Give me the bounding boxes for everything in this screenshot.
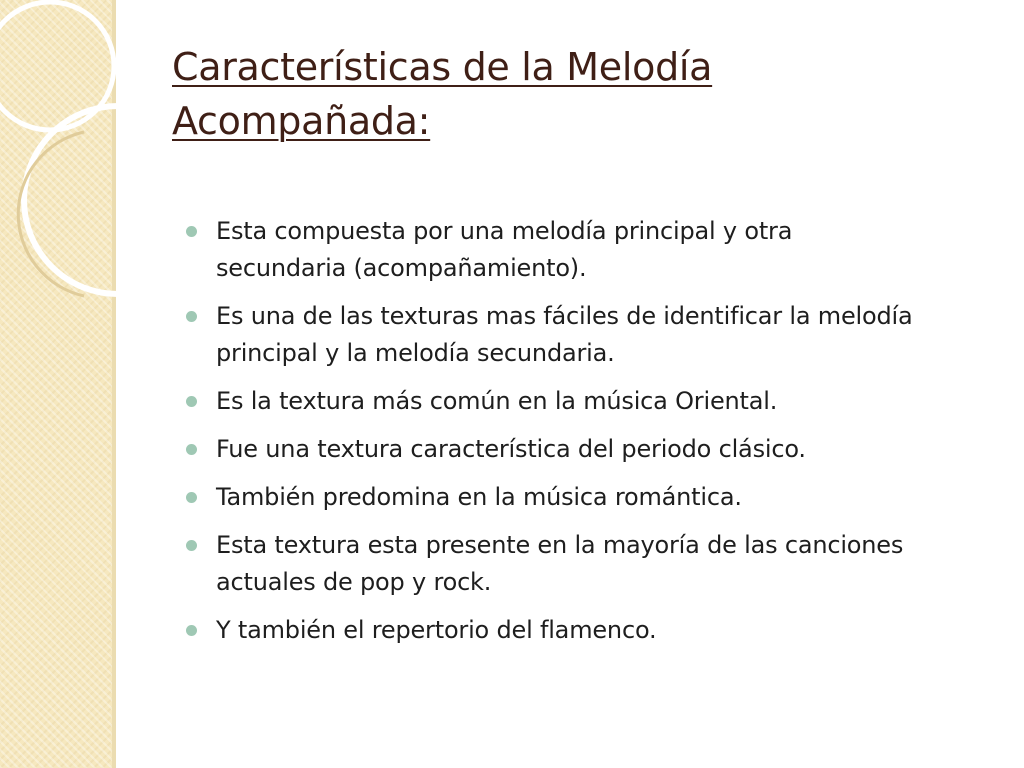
bullet-dot-icon [186,444,197,455]
bullet-text: Esta textura esta presente en la mayoría de las canciones actuales de pop y rock. [216,531,904,596]
bullet-list [186,213,926,660]
bullet-item [186,213,926,287]
bullet-text: Es la textura más común en la música Oriental. [216,387,778,415]
bullet-item [186,383,926,420]
bullet-text: Esta compuesta por una melodía principal y otra secundaria (acompañamiento). [216,217,793,282]
bullet-dot-icon [186,226,197,237]
bullet-text: Es una de las texturas mas fáciles de identificar la melodía principal y la melodía secundaria. [216,302,913,367]
bullet-dot-icon [186,625,197,636]
bullet-item [186,612,926,649]
bullet-dot-icon [186,311,197,322]
decorative-arc [18,132,84,296]
bullet-item [186,431,926,468]
bullet-dot-icon [186,396,197,407]
bullet-dot-icon [186,540,197,551]
bullet-text: Y también el repertorio del flamenco. [216,616,657,644]
slide-title: Características de la Melodía Acompañada: [172,45,713,143]
bullet-text: Fue una textura característica del periodo clásico. [216,435,806,463]
bullet-text: También predomina en la música romántica. [216,483,742,511]
bullet-dot-icon [186,492,197,503]
bullet-item [186,527,926,601]
bullet-item [186,298,926,372]
bullet-item [186,479,926,516]
